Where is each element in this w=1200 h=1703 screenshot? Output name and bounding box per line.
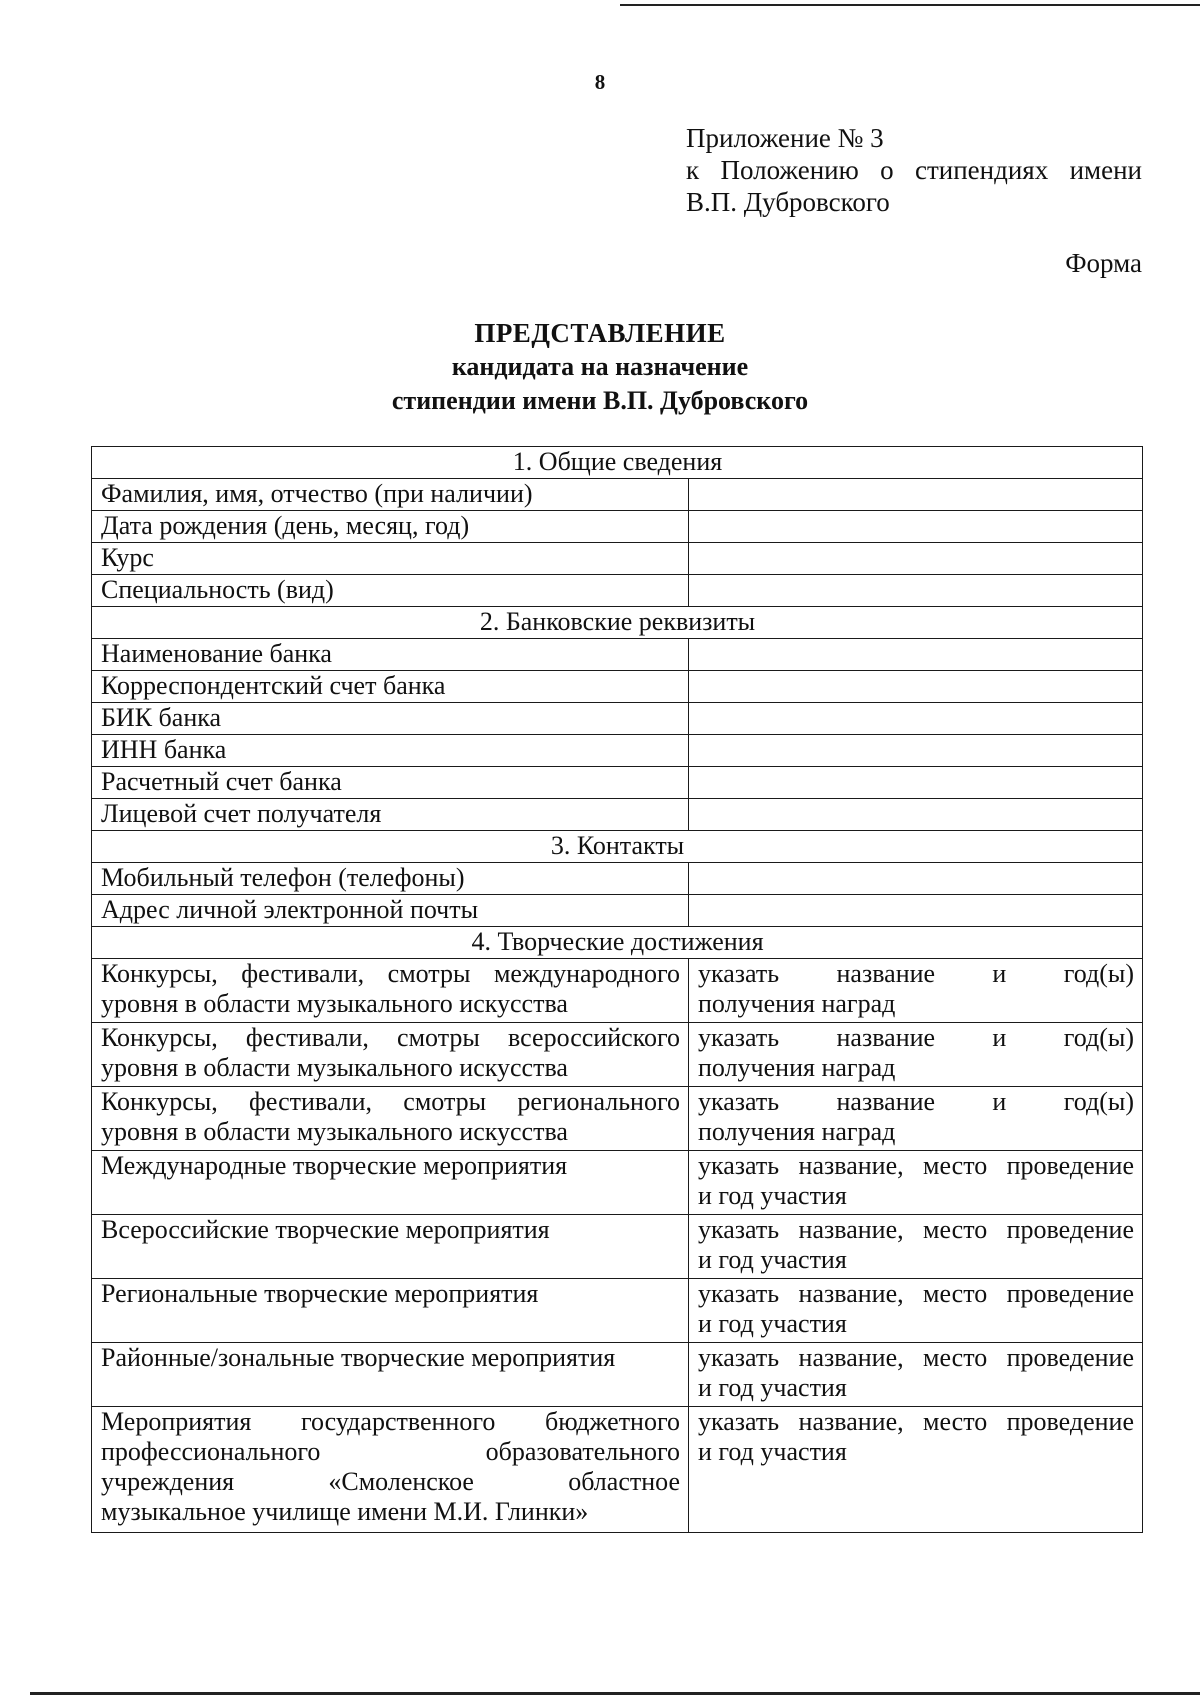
field-label-bank-name: Наименование банка: [92, 639, 689, 671]
table-row: [92, 1407, 1143, 1533]
hint-line: указать название и год(ы): [698, 959, 1134, 988]
title-line-1: ПРЕДСТАВЛЕНИЕ: [474, 318, 726, 348]
scan-top-rule: [620, 4, 1200, 6]
hint-line: указать название, место проведение: [698, 1151, 1134, 1180]
hint-line: и год участия: [698, 1181, 847, 1210]
label-line: Конкурсы, фестивали, смотры регионального: [101, 1087, 680, 1116]
field-label-full-name: Фамилия, имя, отчество (при наличии): [92, 479, 689, 511]
section-header-contacts: 3. Контакты: [92, 831, 1143, 863]
hint-line: указать название, место проведение: [698, 1215, 1134, 1244]
field-label-inn: ИНН банка: [92, 735, 689, 767]
field-label-birth-date: Дата рождения (день, месяц, год): [92, 511, 689, 543]
field-value-bik[interactable]: [689, 703, 1143, 735]
table-row: [92, 1343, 1143, 1407]
title-line-2: кандидата на назначение: [451, 352, 749, 381]
table-row: [92, 735, 1143, 767]
field-value-national-contests[interactable]: [689, 1023, 1143, 1087]
table-row: [92, 895, 1143, 927]
scan-bottom-rule: [30, 1692, 1200, 1695]
field-label-national-contests: [92, 1023, 689, 1087]
field-value-district-events[interactable]: [689, 1343, 1143, 1407]
section-header-row: [92, 607, 1143, 639]
field-label-settlement-account: Расчетный счет банка: [92, 767, 689, 799]
appendix-line-3: В.П. Дубровского: [686, 187, 890, 217]
hint-line: указать название и год(ы): [698, 1023, 1134, 1052]
table-row: [92, 1215, 1143, 1279]
field-label-bik: БИК банка: [92, 703, 689, 735]
hint-line: и год участия: [698, 1373, 847, 1402]
field-value-national-events[interactable]: [689, 1215, 1143, 1279]
field-label-personal-account: Лицевой счет получателя: [92, 799, 689, 831]
table-row: [92, 511, 1143, 543]
field-label-course: Курс: [92, 543, 689, 575]
field-value-international-contests[interactable]: [689, 959, 1143, 1023]
label-line: уровня в области музыкального искусства: [101, 1117, 568, 1146]
field-label-international-events: Международные творческие мероприятия: [92, 1151, 689, 1215]
table-row: [92, 799, 1143, 831]
label-line: Конкурсы, фестивали, смотры международного: [101, 959, 680, 988]
field-value-bank-name[interactable]: [689, 639, 1143, 671]
field-label-national-events: Всероссийские творческие мероприятия: [92, 1215, 689, 1279]
table-row: [92, 1023, 1143, 1087]
table-row: [92, 1279, 1143, 1343]
table-row: [92, 767, 1143, 799]
hint-line: указать название, место проведение: [698, 1407, 1134, 1436]
table-row: [92, 543, 1143, 575]
appendix-line-1: Приложение № 3: [686, 123, 884, 153]
hint-line: указать название, место проведение: [698, 1279, 1134, 1308]
field-value-regional-events[interactable]: [689, 1279, 1143, 1343]
page-number: 8: [594, 70, 606, 94]
field-value-regional-contests[interactable]: [689, 1087, 1143, 1151]
document-title: [0, 316, 1200, 418]
label-line: музыкальное училище имени М.И. Глинки»: [101, 1497, 589, 1526]
appendix-line-2: к Положению о стипендиях имени: [686, 155, 1142, 185]
hint-line: и год участия: [698, 1309, 847, 1338]
field-value-specialty[interactable]: [689, 575, 1143, 607]
field-value-correspondent-account[interactable]: [689, 671, 1143, 703]
table-row: [92, 479, 1143, 511]
field-value-full-name[interactable]: [689, 479, 1143, 511]
field-label-mobile-phone: Мобильный телефон (телефоны): [92, 863, 689, 895]
table-row: [92, 1151, 1143, 1215]
hint-line: получения наград: [698, 1117, 896, 1146]
field-label-district-events: Районные/зональные творческие мероприятия: [92, 1343, 689, 1407]
hint-line: указать название и год(ы): [698, 1087, 1134, 1116]
field-label-international-contests: [92, 959, 689, 1023]
field-label-email: Адрес личной электронной почты: [92, 895, 689, 927]
field-value-mobile-phone[interactable]: [689, 863, 1143, 895]
table-row: [92, 575, 1143, 607]
label-line: профессионального образовательного: [101, 1437, 680, 1466]
field-label-specialty: Специальность (вид): [92, 575, 689, 607]
table-row: [92, 671, 1143, 703]
field-value-settlement-account[interactable]: [689, 767, 1143, 799]
table-row: [92, 1087, 1143, 1151]
hint-line: и год участия: [698, 1245, 847, 1274]
field-label-regional-contests: [92, 1087, 689, 1151]
table-row: [92, 863, 1143, 895]
hint-line: получения наград: [698, 989, 896, 1018]
label-line: уровня в области музыкального искусства: [101, 989, 568, 1018]
section-header-row: [92, 927, 1143, 959]
field-value-course[interactable]: [689, 543, 1143, 575]
appendix-reference: [686, 122, 1142, 218]
field-value-inn[interactable]: [689, 735, 1143, 767]
section-header-general: 1. Общие сведения: [92, 447, 1143, 479]
table-row: [92, 959, 1143, 1023]
label-line: учреждения «Смоленское областное: [101, 1467, 680, 1496]
section-header-bank: 2. Банковские реквизиты: [92, 607, 1143, 639]
section-header-achievements: 4. Творческие достижения: [92, 927, 1143, 959]
field-value-college-events[interactable]: [689, 1407, 1143, 1533]
table-row: [92, 639, 1143, 671]
section-header-row: [92, 447, 1143, 479]
title-line-3: стипендии имени В.П. Дубровского: [391, 386, 809, 415]
section-header-row: [92, 831, 1143, 863]
nomination-form-table: [91, 446, 1143, 1533]
hint-line: получения наград: [698, 1053, 896, 1082]
hint-line: указать название, место проведение: [698, 1343, 1134, 1372]
label-line: Конкурсы, фестивали, смотры всероссийского: [101, 1023, 680, 1052]
field-label-correspondent-account: Корреспондентский счет банка: [92, 671, 689, 703]
hint-line: и год участия: [698, 1437, 847, 1466]
table-row: [92, 703, 1143, 735]
field-label-college-events: [92, 1407, 689, 1533]
form-label: Форма: [1065, 248, 1142, 278]
field-value-personal-account[interactable]: [689, 799, 1143, 831]
field-value-email[interactable]: [689, 895, 1143, 927]
label-line: уровня в области музыкального искусства: [101, 1053, 568, 1082]
field-value-international-events[interactable]: [689, 1151, 1143, 1215]
label-line: Мероприятия государственного бюджетного: [101, 1407, 680, 1436]
field-value-birth-date[interactable]: [689, 511, 1143, 543]
field-label-regional-events: Региональные творческие мероприятия: [92, 1279, 689, 1343]
